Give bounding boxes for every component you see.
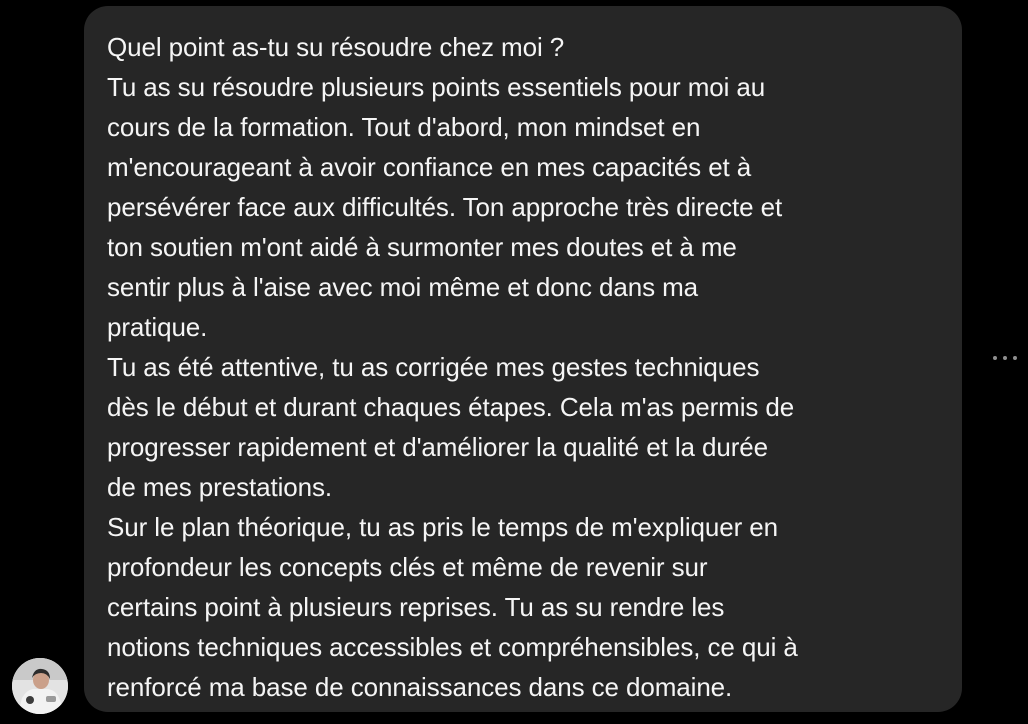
message-line: Tu as été attentive, tu as corrigée mes gestes techniques xyxy=(107,352,760,382)
message-bubble[interactable] xyxy=(84,6,962,712)
ellipsis-horizontal-icon[interactable] xyxy=(993,346,1017,370)
ellipsis-dot xyxy=(1003,356,1007,360)
message-line: ton soutien m'ont aidé à surmonter mes doutes et à me xyxy=(107,232,737,262)
message-text xyxy=(107,27,942,707)
sender-avatar[interactable] xyxy=(12,658,68,714)
message-line: Sur le plan théorique, tu as pris le temps de m'expliquer en xyxy=(107,512,779,542)
message-line: profondeur les concepts clés et même de revenir sur xyxy=(107,552,708,582)
ellipsis-dot xyxy=(1013,356,1017,360)
message-line: cours de la formation. Tout d'abord, mon mindset en xyxy=(107,112,701,142)
message-line: sentir plus à l'aise avec moi même et donc dans ma xyxy=(107,272,699,302)
message-line: persévérer face aux difficultés. Ton approche très directe et xyxy=(107,192,783,222)
message-line: renforcé ma base de connaissances dans ce domaine. xyxy=(107,672,733,702)
message-line: m'encourageant à avoir confiance en mes capacités et à xyxy=(107,152,752,182)
message-line: notions techniques accessibles et compréhensibles, ce qui à xyxy=(107,632,798,662)
message-line: pratique. xyxy=(107,312,208,342)
message-line: de mes prestations. xyxy=(107,472,332,502)
ellipsis-dot xyxy=(993,356,997,360)
message-line: Tu as su résoudre plusieurs points essentiels pour moi au xyxy=(107,72,766,102)
message-line: certains point à plusieurs reprises. Tu as su rendre les xyxy=(107,592,725,622)
avatar-photo xyxy=(12,658,68,714)
message-line: Quel point as-tu su résoudre chez moi ? xyxy=(107,32,565,62)
message-line: progresser rapidement et d'améliorer la qualité et la durée xyxy=(107,432,768,462)
message-line: dès le début et durant chaques étapes. Cela m'as permis de xyxy=(107,392,795,422)
